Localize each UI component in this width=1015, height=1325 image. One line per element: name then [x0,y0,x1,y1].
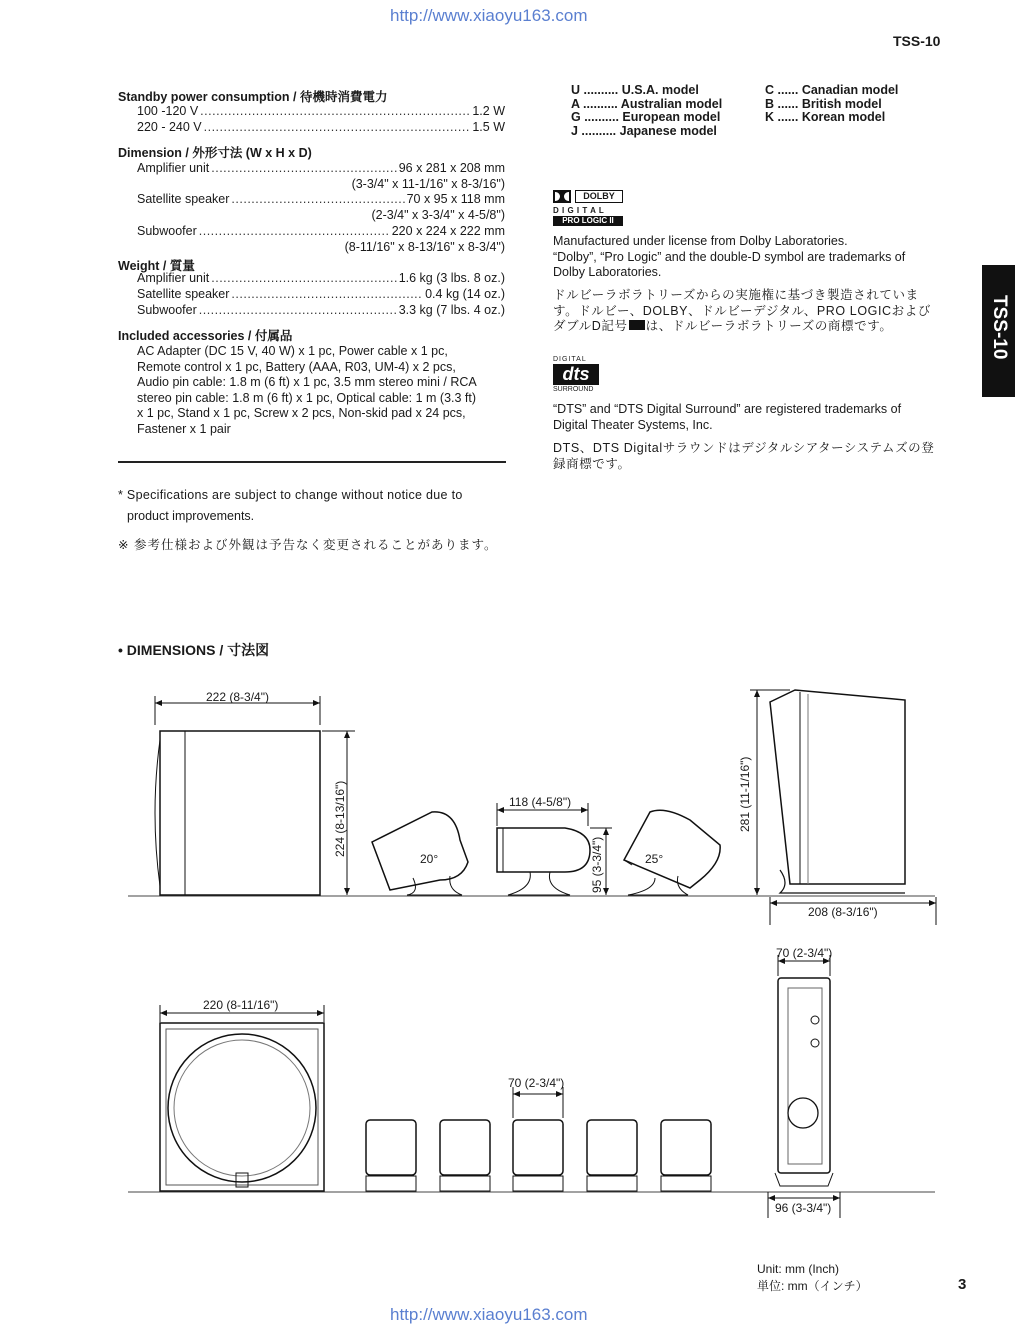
spec-row: Satellite speaker ..... 0.4 kg (14 oz.) [137,287,505,301]
dim-angle-right: 25° [645,852,664,866]
spec-row: Subwoofer ..... 220 x 224 x 222 mm [137,224,505,238]
dim-sat-height: 95 (3-3/4") [590,836,604,893]
dim-sub-height: 224 (8-13/16") [333,780,347,857]
dolby-text-en: Manufactured under license from Dolby Laboratories. “Dolby”, “Pro Logic” and the double-D symbol are trademarks of Dolby Laboratories. [553,234,906,279]
weight-title: Weight / 質量 [118,259,195,273]
dim-sat-front-width: 70 (2-3/4") [508,1076,565,1090]
dim-angle-left: 20° [420,852,439,866]
header-url-top[interactable]: http://www.xiaoyu163.com [390,6,588,25]
spec-row: Subwoofer ..... 3.3 kg (7 lbs. 4 oz.) [137,303,505,317]
unit-jp: 単位: mm（インチ） [757,1279,868,1293]
amplifier-side [750,690,936,925]
spec-row: Amplifier unit ..... 96 x 281 x 208 mm [137,161,505,175]
note-en-1: * Specifications are subject to change without notice due to [118,488,463,502]
spec-row: Satellite speaker ..... 70 x 95 x 118 mm [137,192,505,206]
spec-row: 100 -120 V ..... 1.2 W [137,104,505,118]
dolby-logo: DOLBY D I G I T A L PRO LOGIC II [553,190,623,228]
dts-logo: DIGITAL dts SURROUND [553,356,599,396]
spec-sub: (2-3/4" x 3-3/4" x 4-5/8") [371,208,505,222]
dimensions-title: • DIMENSIONS / 寸法図 [118,642,270,658]
dim-amp-height: 281 (11-1/16") [738,756,752,832]
satellite-right-side [624,810,720,895]
note-en-2: product improvements. [127,509,255,523]
dim-amp-width-top: 70 (2-3/4") [776,946,833,960]
dim-sat-depth: 118 (4-5/8") [509,795,572,809]
standby-title: Standby power consumption / 待機時消費電力 [118,90,388,104]
subwoofer-side [160,731,320,895]
dts-text-en: “DTS” and “DTS Digital Surround” are registered trademarks of Digital Theater Systems, Inc. [553,402,902,432]
footer-url[interactable]: http://www.xiaoyu163.com [390,1305,588,1324]
dts-text-jp: DTS、DTS Digitalサラウンドはデジタルシアターシステムズの登 録商標です。 [553,441,935,471]
spec-sub: (8-11/16" x 8-13/16" x 8-3/4") [344,240,505,254]
spec-row: Amplifier unit ..... 1.6 kg (3 lbs. 8 oz.) [137,271,505,285]
spec-row: 220 - 240 V ..... 1.5 W [137,120,505,134]
spec-sub: (3-3/4" x 11-1/16" x 8-3/16") [351,177,505,191]
page-number: 3 [958,1276,967,1293]
satellite-fronts [366,1087,711,1191]
dimension-title: Dimension / 外形寸法 (W x H x D) [118,146,312,160]
dolby-text-jp: ドルビーラボラトリーズからの実施権に基づき製造されていま す。ドルビー、DOLBY、ドルビーデジタル、PRO LOGICおよび ダブルD記号 は、ドルビーラボラトリーズの商標です。 [553,288,931,333]
amplifier-front [768,955,840,1218]
subwoofer-front [160,1005,324,1191]
unit-en: Unit: mm (Inch) [757,1262,840,1276]
note-jp: ※ 参考仕様および外観は予告なく変更されることがあります。 [118,538,498,552]
dim-sub-front-width: 220 (8-11/16") [203,998,279,1012]
dim-sub-width: 222 (8-3/4") [206,690,269,704]
accessories-title: Included accessories / 付属品 [118,329,293,343]
dim-amp-depth: 208 (8-3/16") [808,905,878,919]
accessories-text: AC Adapter (DC 15 V, 40 W) x 1 pc, Power cable x 1 pc, Remote control x 1 pc, Battery (AAA, R03, UM-4) x 2 pcs, Audio pin cable: 1.8 m (6 ft) x 1 pc, 3.5 mm stereo mini / RCA stereo pin cable: 1.8 m (6 ft) x 1 pc, Optical cable: 1 m (3.3 ft) x 1 pc, Stand x 1 pc, Screw x 2 pcs, Non-skid pad x 24 pcs, Fastener x 1 pair [137,344,477,436]
model-legend-right: C ...... Canadian model B ...... British model K ...... Korean model [765,83,899,124]
header-model: TSS-10 [893,33,941,49]
dim-amp-base-width: 96 (3-3/4") [775,1201,832,1215]
side-tab-label: TSS-10 [989,295,1010,360]
model-legend-left: U .......... U.S.A. model A .......... Australian model G .......... European model J .......... Japanese model [571,83,723,138]
